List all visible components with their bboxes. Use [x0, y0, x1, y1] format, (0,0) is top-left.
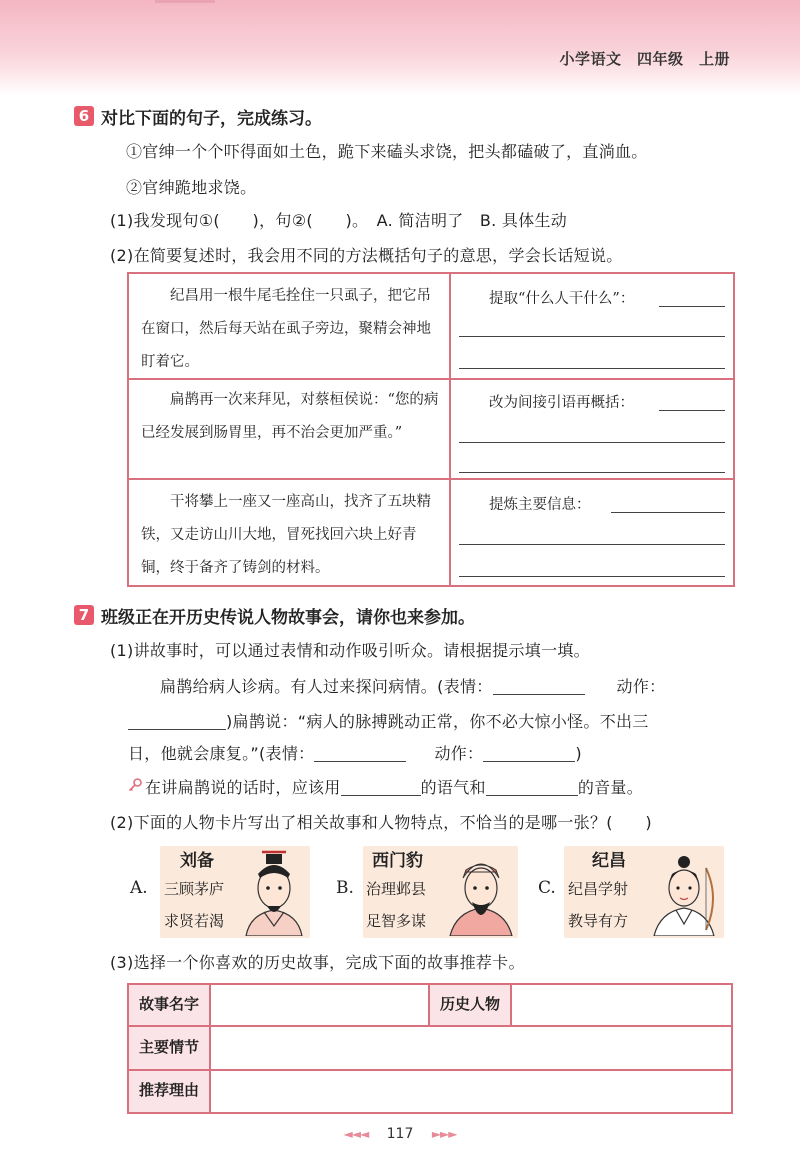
tip-c: 的音量。 [577, 778, 644, 797]
q6-sub1: (1)我发现句①( )，句②( )。 A. 简洁明了 B. 具体生动 [110, 211, 568, 230]
jichang-portrait-icon [650, 848, 722, 936]
card-line-1: 纪昌学射 [568, 880, 629, 898]
story-line-1-a: 扁鹊给病人诊病。有人过来探问病情。(表情： [160, 677, 493, 696]
q6-sub2: (2)在简要复述时，我会用不同的方法概括句子的意思，学会长话短说。 [110, 246, 623, 265]
answer-blank[interactable] [611, 512, 725, 513]
page-footer [0, 1126, 800, 1142]
answer-blank[interactable] [459, 442, 725, 443]
question-6-number: 6 [74, 106, 94, 126]
main-plot-label: 主要情节 [129, 1027, 211, 1069]
card-line-2: 足智多谋 [366, 912, 427, 930]
story-line-1 [160, 674, 665, 697]
action-blank[interactable] [128, 713, 226, 730]
answer-blank[interactable] [459, 336, 725, 337]
sentence-1: ①官绅一个个吓得面如土色，跪下来磕头求饶，把头都磕破了，直淌血。 [126, 142, 648, 161]
row-prompt: 提炼主要信息： [489, 497, 591, 513]
table-row [129, 274, 733, 378]
action-blank[interactable] [483, 745, 575, 762]
page-number: 117 [386, 1126, 414, 1142]
card-letter: C. [538, 878, 556, 898]
summary-table [127, 272, 735, 587]
tip-b: 的语气和 [420, 778, 486, 797]
story-recommendation-card [127, 983, 733, 1114]
answer-blank[interactable] [459, 472, 725, 473]
main-plot-field[interactable] [213, 1029, 729, 1067]
card-line-2: 教导有方 [568, 912, 629, 930]
card-name: 纪昌 [592, 851, 626, 871]
card-line-1: 治理邺县 [366, 880, 427, 898]
card-name: 刘备 [180, 851, 214, 871]
row-prompt: 改为间接引语再概括： [489, 395, 634, 411]
answer-blank[interactable] [659, 306, 725, 307]
tip-line [145, 775, 643, 798]
expression-blank[interactable] [493, 678, 585, 695]
prev-arrows-icon: ◄◄◄ [343, 1127, 369, 1141]
question-7-title: 班级正在开历史传说人物故事会，请你也来参加。 [101, 608, 475, 628]
answer-blank[interactable] [459, 544, 725, 545]
subject-label: 小学语文 四年级 上册 [559, 50, 730, 68]
q7-sub2: (2)下面的人物卡片写出了相关故事和人物特点，不恰当的是哪一张？( ) [110, 813, 652, 832]
tone-blank[interactable] [341, 779, 421, 796]
q7-sub1: (1)讲故事时，可以通过表情和动作吸引听众。请根据提示填一填。 [110, 641, 590, 660]
reason-label: 推荐理由 [129, 1071, 211, 1112]
row-prompt: 提取“什么人干什么”： [489, 291, 635, 307]
story-line-1-b: 动作： [616, 677, 666, 696]
answer-blank[interactable] [659, 410, 725, 411]
key-icon [128, 778, 142, 792]
q7-sub3: (3)选择一个你喜欢的历史故事，完成下面的故事推荐卡。 [110, 953, 525, 972]
sentence-2: ②官绅跪地求饶。 [126, 178, 257, 197]
card-line-2: 求贤若渴 [164, 912, 225, 930]
story-line-3-a: 日，他就会康复。”(表情： [128, 744, 315, 763]
card-divider [129, 1025, 731, 1027]
row-text: 纪昌用一根牛尾毛拴住一只虱子，把它吊在窗口，然后每天站在虱子旁边，聚精会神地盯着它。 [141, 288, 431, 370]
card-line-1: 三顾茅庐 [164, 880, 225, 898]
story-line-2-text: )扁鹊说：“病人的脉搏跳动正常，你不必大惊小怪。不出三 [226, 712, 649, 731]
liubei-portrait-icon [240, 848, 308, 936]
question-7-number: 7 [74, 605, 94, 625]
table-row [129, 478, 733, 587]
story-line-3-b: 动作： [434, 744, 484, 763]
card-letter: B. [336, 878, 354, 898]
volume-blank[interactable] [486, 779, 578, 796]
answer-blank[interactable] [459, 368, 725, 369]
table-row [129, 378, 733, 480]
row-text: 干将攀上一座又一座高山，找齐了五块精铁，又走访山川大地，冒死找回六块上好青铜，终于备齐了铸剑的材料。 [141, 494, 431, 576]
story-name-label: 故事名字 [129, 985, 211, 1025]
story-name-field[interactable] [213, 987, 426, 1023]
expression-blank[interactable] [314, 745, 406, 762]
story-line-3 [128, 741, 582, 764]
ximenbao-portrait-icon [446, 848, 516, 936]
historical-figure-label: 历史人物 [428, 985, 512, 1025]
card-name: 西门豹 [372, 851, 423, 871]
next-arrows-icon: ►►► [431, 1127, 457, 1141]
tip-a: 在讲扁鹊说的话时，应该用 [145, 778, 341, 797]
answer-blank[interactable] [459, 576, 725, 577]
card-letter: A. [130, 878, 148, 898]
question-6-title: 对比下面的句子，完成练习。 [101, 109, 322, 129]
historical-figure-field[interactable] [514, 987, 729, 1023]
reason-field[interactable] [213, 1073, 729, 1110]
story-line-3-c: ) [575, 744, 582, 763]
story-line-2 [128, 709, 649, 732]
card-divider [129, 1069, 731, 1071]
row-text: 扁鹊再一次来拜见，对蔡桓侯说：“您的病已经发展到肠胃里，再不治会更加严重。” [141, 392, 439, 441]
header-accent-line [155, 0, 215, 3]
